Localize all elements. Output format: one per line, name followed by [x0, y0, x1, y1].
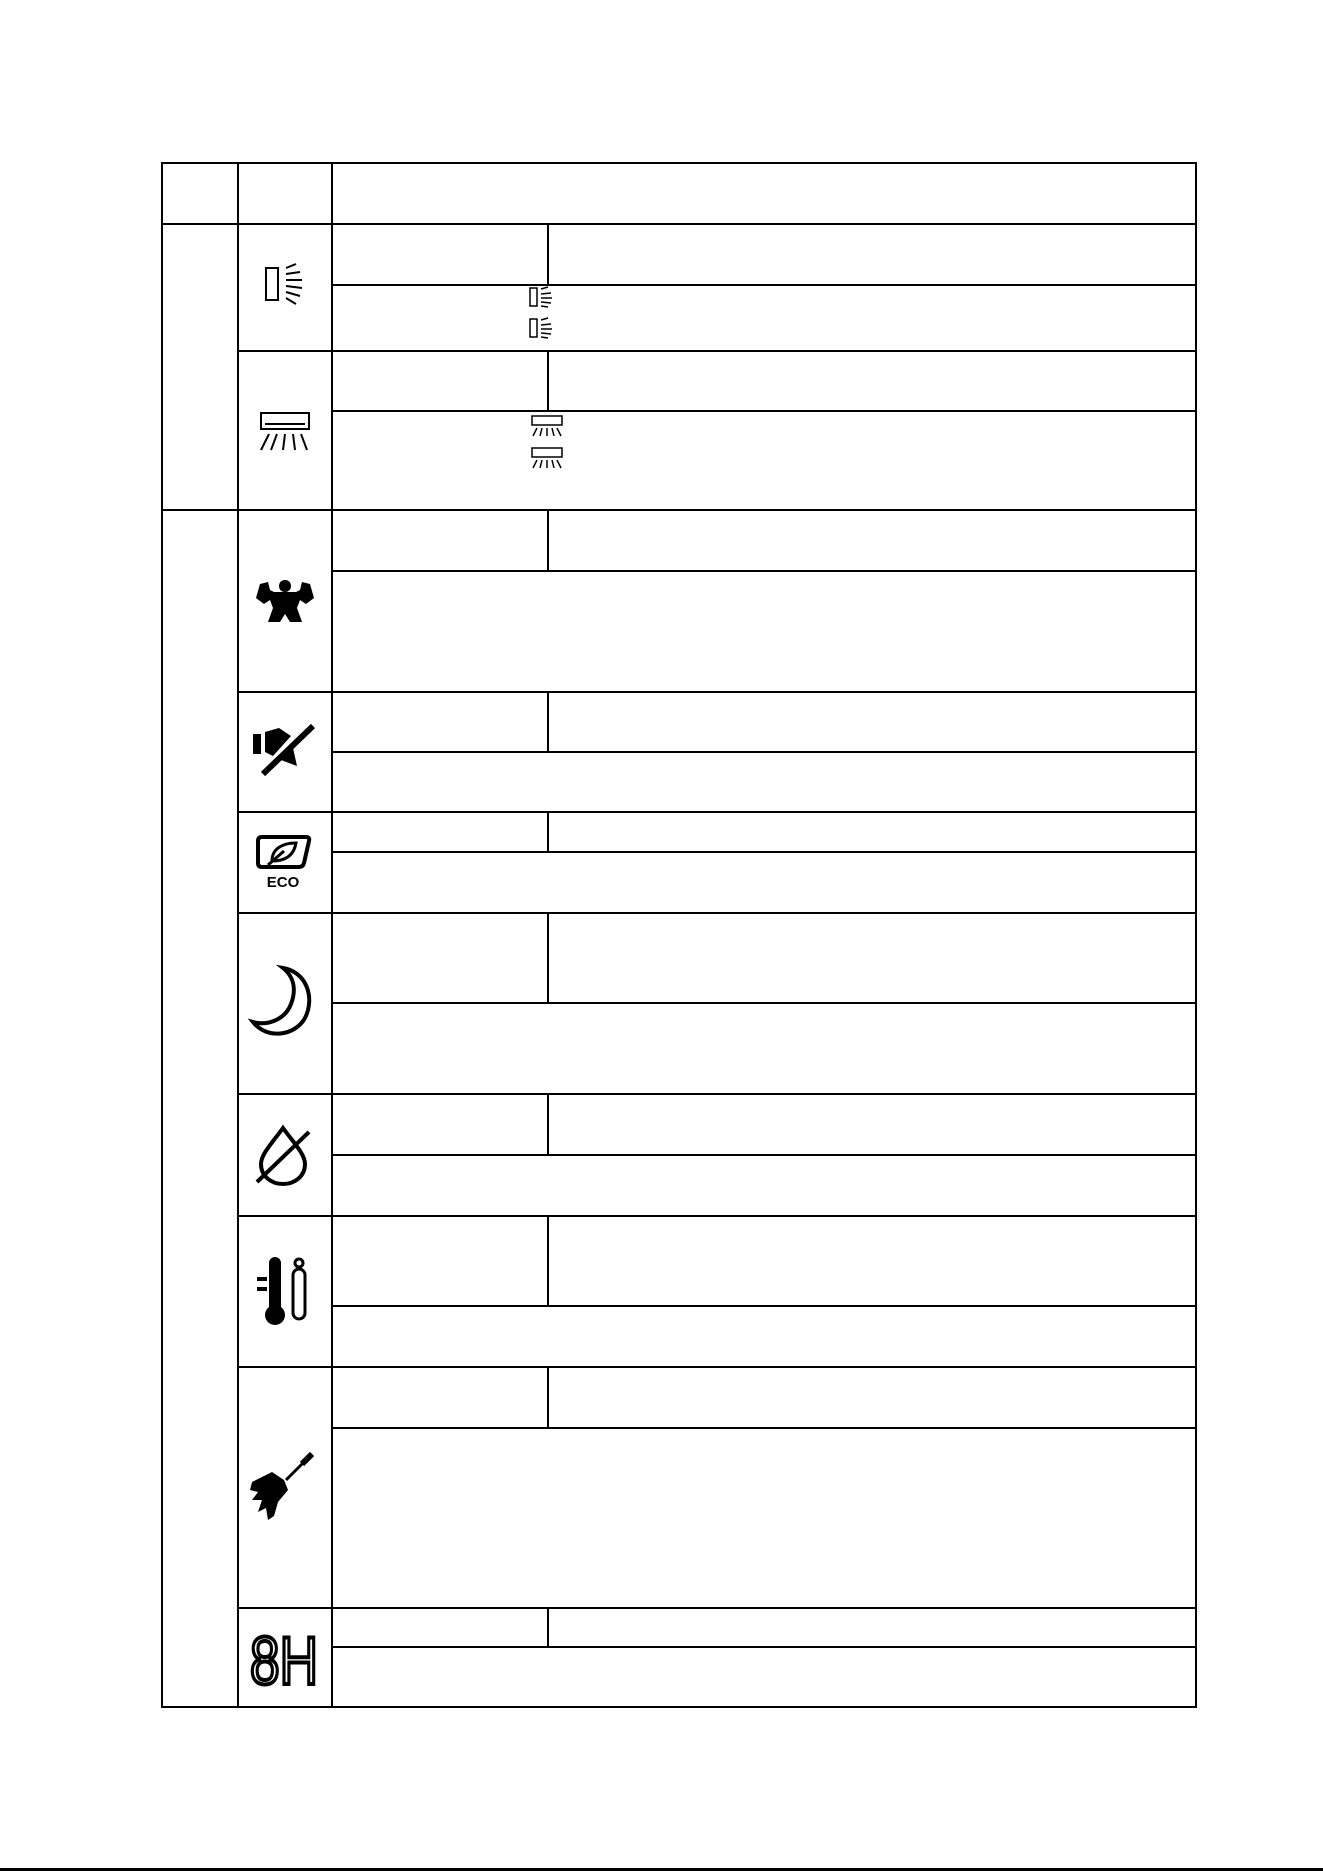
column-line-1 [237, 162, 239, 1708]
group-divider-line [161, 509, 1197, 511]
sleep-icon [249, 962, 317, 1040]
row-line [237, 1215, 1197, 1217]
table-border-bottom [161, 1706, 1197, 1708]
turbo-icon [250, 574, 320, 628]
subrow-line [331, 1646, 1197, 1648]
header-row-line [161, 223, 1197, 225]
row-line [237, 912, 1197, 914]
subrow-line [331, 570, 1197, 572]
horizontal-swing-icon [262, 262, 308, 308]
cell-split-line [547, 691, 549, 752]
cell-split-line [547, 1607, 549, 1647]
timer-8h-icon [247, 1612, 321, 1699]
subrow-line [331, 851, 1197, 853]
column-line-2 [331, 162, 333, 1708]
row-line [237, 691, 1197, 693]
table-border-right [1195, 162, 1197, 1708]
eco-icon [254, 831, 314, 891]
timer-label: 8H [250, 1623, 318, 1699]
cell-split-line [547, 912, 549, 1003]
cell-split-line [547, 350, 549, 411]
cell-split-line [547, 1093, 549, 1155]
row-line [237, 1607, 1197, 1609]
cell-split-line [547, 509, 549, 571]
mute-icon [249, 722, 319, 778]
subrow-line [331, 1154, 1197, 1156]
subrow-line [331, 284, 1197, 286]
vertical-swing-icon [257, 410, 313, 454]
subrow-line [331, 1427, 1197, 1429]
vertical-swing-icon [529, 414, 565, 438]
subrow-line [331, 751, 1197, 753]
horizontal-swing-icon [528, 286, 554, 308]
table-border-left [161, 162, 163, 1708]
cell-split-line [547, 223, 549, 285]
page-bottom-rule [0, 1868, 1323, 1871]
row-line [237, 811, 1197, 813]
self-clean-icon [248, 1450, 316, 1522]
cell-split-line [547, 1366, 549, 1428]
temperature-icon [257, 1253, 313, 1329]
horizontal-swing-icon [528, 317, 554, 339]
table-border-top [161, 162, 1197, 164]
row-line [237, 350, 1197, 352]
vertical-swing-icon [529, 446, 565, 470]
eco-label: ECO [266, 874, 300, 891]
row-line [237, 1366, 1197, 1368]
subrow-line [331, 1002, 1197, 1004]
cell-split-line [547, 1215, 549, 1306]
row-line [237, 1093, 1197, 1095]
subrow-line [331, 410, 1197, 412]
subrow-line [331, 1305, 1197, 1307]
cell-split-line [547, 811, 549, 852]
dry-icon [251, 1124, 315, 1188]
